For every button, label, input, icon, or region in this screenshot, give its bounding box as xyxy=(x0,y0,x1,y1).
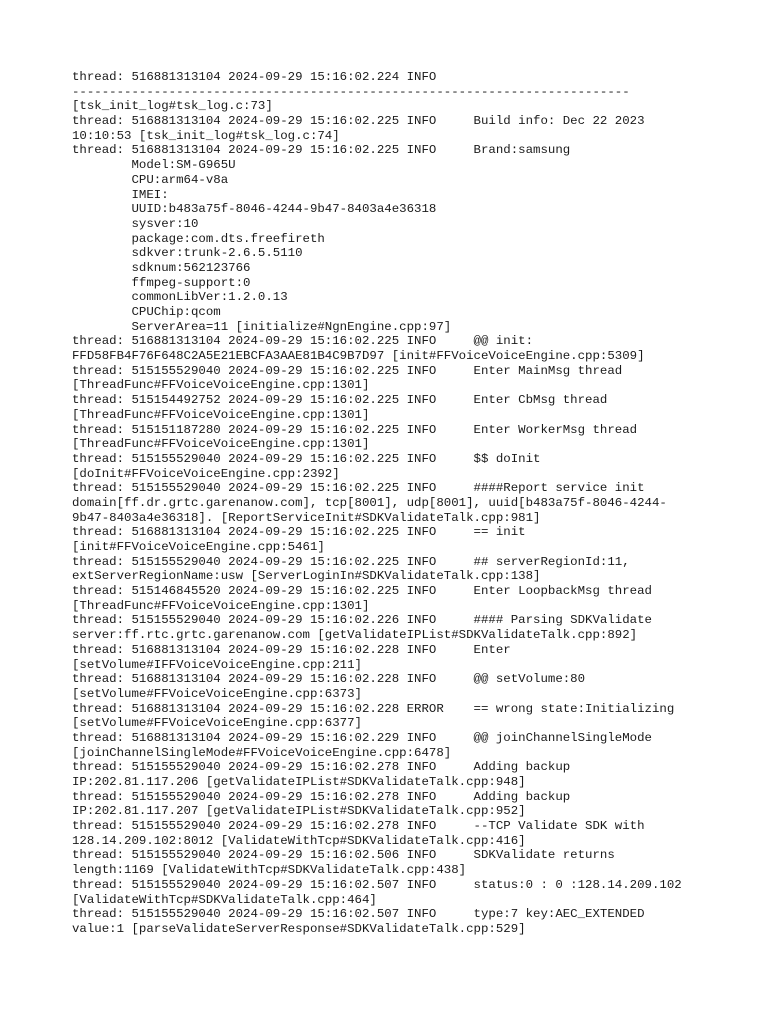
log-line: [ValidateWithTcp#SDKValidateTalk.cpp:464] xyxy=(72,892,377,907)
log-line: [doInit#FFVoiceVoiceEngine.cpp:2392] xyxy=(72,466,340,481)
log-line: [setVolume#FFVoiceVoiceEngine.cpp:6373] xyxy=(72,686,362,701)
log-line: thread: 515155529040 2024-09-29 15:16:02.507 INFO status:0 : 0 :128.14.209.102 xyxy=(72,877,682,892)
log-line: thread: 516881313104 2024-09-29 15:16:02.225 INFO Brand:samsung xyxy=(72,143,571,158)
log-line: thread: 515155529040 2024-09-29 15:16:02.225 INFO $$ doInit xyxy=(72,451,541,466)
log-line: [init#FFVoiceVoiceEngine.cpp:5461] xyxy=(72,540,325,554)
log-line: [ThreadFunc#FFVoiceVoiceEngine.cpp:1301] xyxy=(72,407,370,422)
log-line: IMEI: xyxy=(72,187,169,202)
log-line: length:1169 [ValidateWithTcp#SDKValidateTalk.cpp:438] xyxy=(72,863,467,878)
log-line: extServerRegionName:usw [ServerLoginIn#SDKValidateTalk.cpp:138] xyxy=(72,569,541,584)
log-line: sysver:10 xyxy=(72,216,199,231)
log-line: thread: 516881313104 2024-09-29 15:16:02.224 INFO xyxy=(72,70,437,84)
log-line: 128.14.209.102:8012 [ValidateWithTcp#SDKValidateTalk.cpp:416] xyxy=(72,833,526,848)
log-line: [ThreadFunc#FFVoiceVoiceEngine.cpp:1301] xyxy=(72,598,370,613)
log-line: thread: 516881313104 2024-09-29 15:16:02.225 INFO == init xyxy=(72,525,526,540)
log-line: thread: 515151187280 2024-09-29 15:16:02.225 INFO Enter WorkerMsg thread xyxy=(72,422,638,437)
log-line: thread: 516881313104 2024-09-29 15:16:02.229 INFO @@ joinChannelSingleMode xyxy=(72,730,652,745)
log-line: CPUChip:qcom xyxy=(72,305,221,319)
log-line: 9b47-8403a4e36318]. [ReportServiceInit#SDKValidateTalk.cpp:981] xyxy=(72,510,541,525)
log-line: thread: 515155529040 2024-09-29 15:16:02.507 INFO type:7 key:AEC_EXTENDED xyxy=(72,907,645,922)
log-line: server:ff.rtc.grtc.garenanow.com [getValidateIPList#SDKValidateTalk.cpp:892] xyxy=(72,628,638,643)
log-line: thread: 516881313104 2024-09-29 15:16:02.225 INFO @@ init: xyxy=(72,334,534,349)
log-line: 10:10:53 [tsk_init_log#tsk_log.c:74] xyxy=(72,128,340,143)
log-line: IP:202.81.117.206 [getValidateIPList#SDKValidateTalk.cpp:948] xyxy=(72,775,526,789)
log-line: ServerArea=11 [initialize#NgnEngine.cpp:97] xyxy=(72,319,452,334)
log-page xyxy=(72,70,752,937)
log-line: commonLibVer:1.2.0.13 xyxy=(72,290,288,305)
log-line: domain[ff.dr.grtc.garenanow.com], tcp[8001], udp[8001], uuid[b483a75f-8046-4244- xyxy=(72,495,667,510)
log-line: FFD58FB4F76F648C2A5E21EBCFA3AAE81B4C9B7D97 [init#FFVoiceVoiceEngine.cpp:5309] xyxy=(72,349,645,364)
log-line: thread: 516881313104 2024-09-29 15:16:02.228 ERROR == wrong state:Initializing xyxy=(72,701,675,716)
log-line: --------------------------------------------------------------------------- xyxy=(72,84,630,99)
log-line: UUID:b483a75f-8046-4244-9b47-8403a4e36318 xyxy=(72,202,437,217)
log-line: thread: 515155529040 2024-09-29 15:16:02.278 INFO Adding backup xyxy=(72,789,571,804)
log-line: thread: 515155529040 2024-09-29 15:16:02.226 INFO #### Parsing SDKValidate xyxy=(72,613,652,628)
log-line: CPU:arm64-v8a xyxy=(72,172,229,187)
log-line: thread: 516881313104 2024-09-29 15:16:02.228 INFO Enter xyxy=(72,642,511,657)
log-line: thread: 515154492752 2024-09-29 15:16:02.225 INFO Enter CbMsg thread xyxy=(72,393,608,408)
log-line: thread: 515155529040 2024-09-29 15:16:02.278 INFO --TCP Validate SDK with xyxy=(72,819,645,834)
log-line: [tsk_init_log#tsk_log.c:73] xyxy=(72,99,273,114)
log-text-block xyxy=(72,70,752,937)
log-line: thread: 516881313104 2024-09-29 15:16:02.225 INFO Build info: Dec 22 2023 xyxy=(72,114,645,129)
log-line: thread: 515155529040 2024-09-29 15:16:02.506 INFO SDKValidate returns xyxy=(72,848,615,863)
log-line: [setVolume#FFVoiceVoiceEngine.cpp:6377] xyxy=(72,716,362,731)
log-line: value:1 [parseValidateServerResponse#SDKValidateTalk.cpp:529] xyxy=(72,921,526,936)
log-line: thread: 515155529040 2024-09-29 15:16:02.225 INFO ####Report service init xyxy=(72,481,645,496)
log-line: thread: 515155529040 2024-09-29 15:16:02.278 INFO Adding backup xyxy=(72,760,571,775)
log-line: thread: 515146845520 2024-09-29 15:16:02.225 INFO Enter LoopbackMsg thread xyxy=(72,584,652,599)
log-line: IP:202.81.117.207 [getValidateIPList#SDKValidateTalk.cpp:952] xyxy=(72,804,526,819)
log-line: [ThreadFunc#FFVoiceVoiceEngine.cpp:1301] xyxy=(72,437,370,452)
log-line: thread: 515155529040 2024-09-29 15:16:02.225 INFO ## serverRegionId:11, xyxy=(72,554,630,569)
log-line: ffmpeg-support:0 xyxy=(72,275,251,290)
log-line: [setVolume#IFFVoiceVoiceEngine.cpp:211] xyxy=(72,657,362,672)
log-line: Model:SM-G965U xyxy=(72,158,236,173)
log-line: package:com.dts.freefireth xyxy=(72,231,325,246)
log-line: thread: 516881313104 2024-09-29 15:16:02.228 INFO @@ setVolume:80 xyxy=(72,672,586,687)
log-line: [joinChannelSingleMode#FFVoiceVoiceEngine.cpp:6478] xyxy=(72,745,452,760)
log-line: sdkver:trunk-2.6.5.5110 xyxy=(72,246,303,261)
log-line: thread: 515155529040 2024-09-29 15:16:02.225 INFO Enter MainMsg thread xyxy=(72,363,623,378)
log-line: [ThreadFunc#FFVoiceVoiceEngine.cpp:1301] xyxy=(72,378,370,393)
log-line: sdknum:562123766 xyxy=(72,260,251,275)
